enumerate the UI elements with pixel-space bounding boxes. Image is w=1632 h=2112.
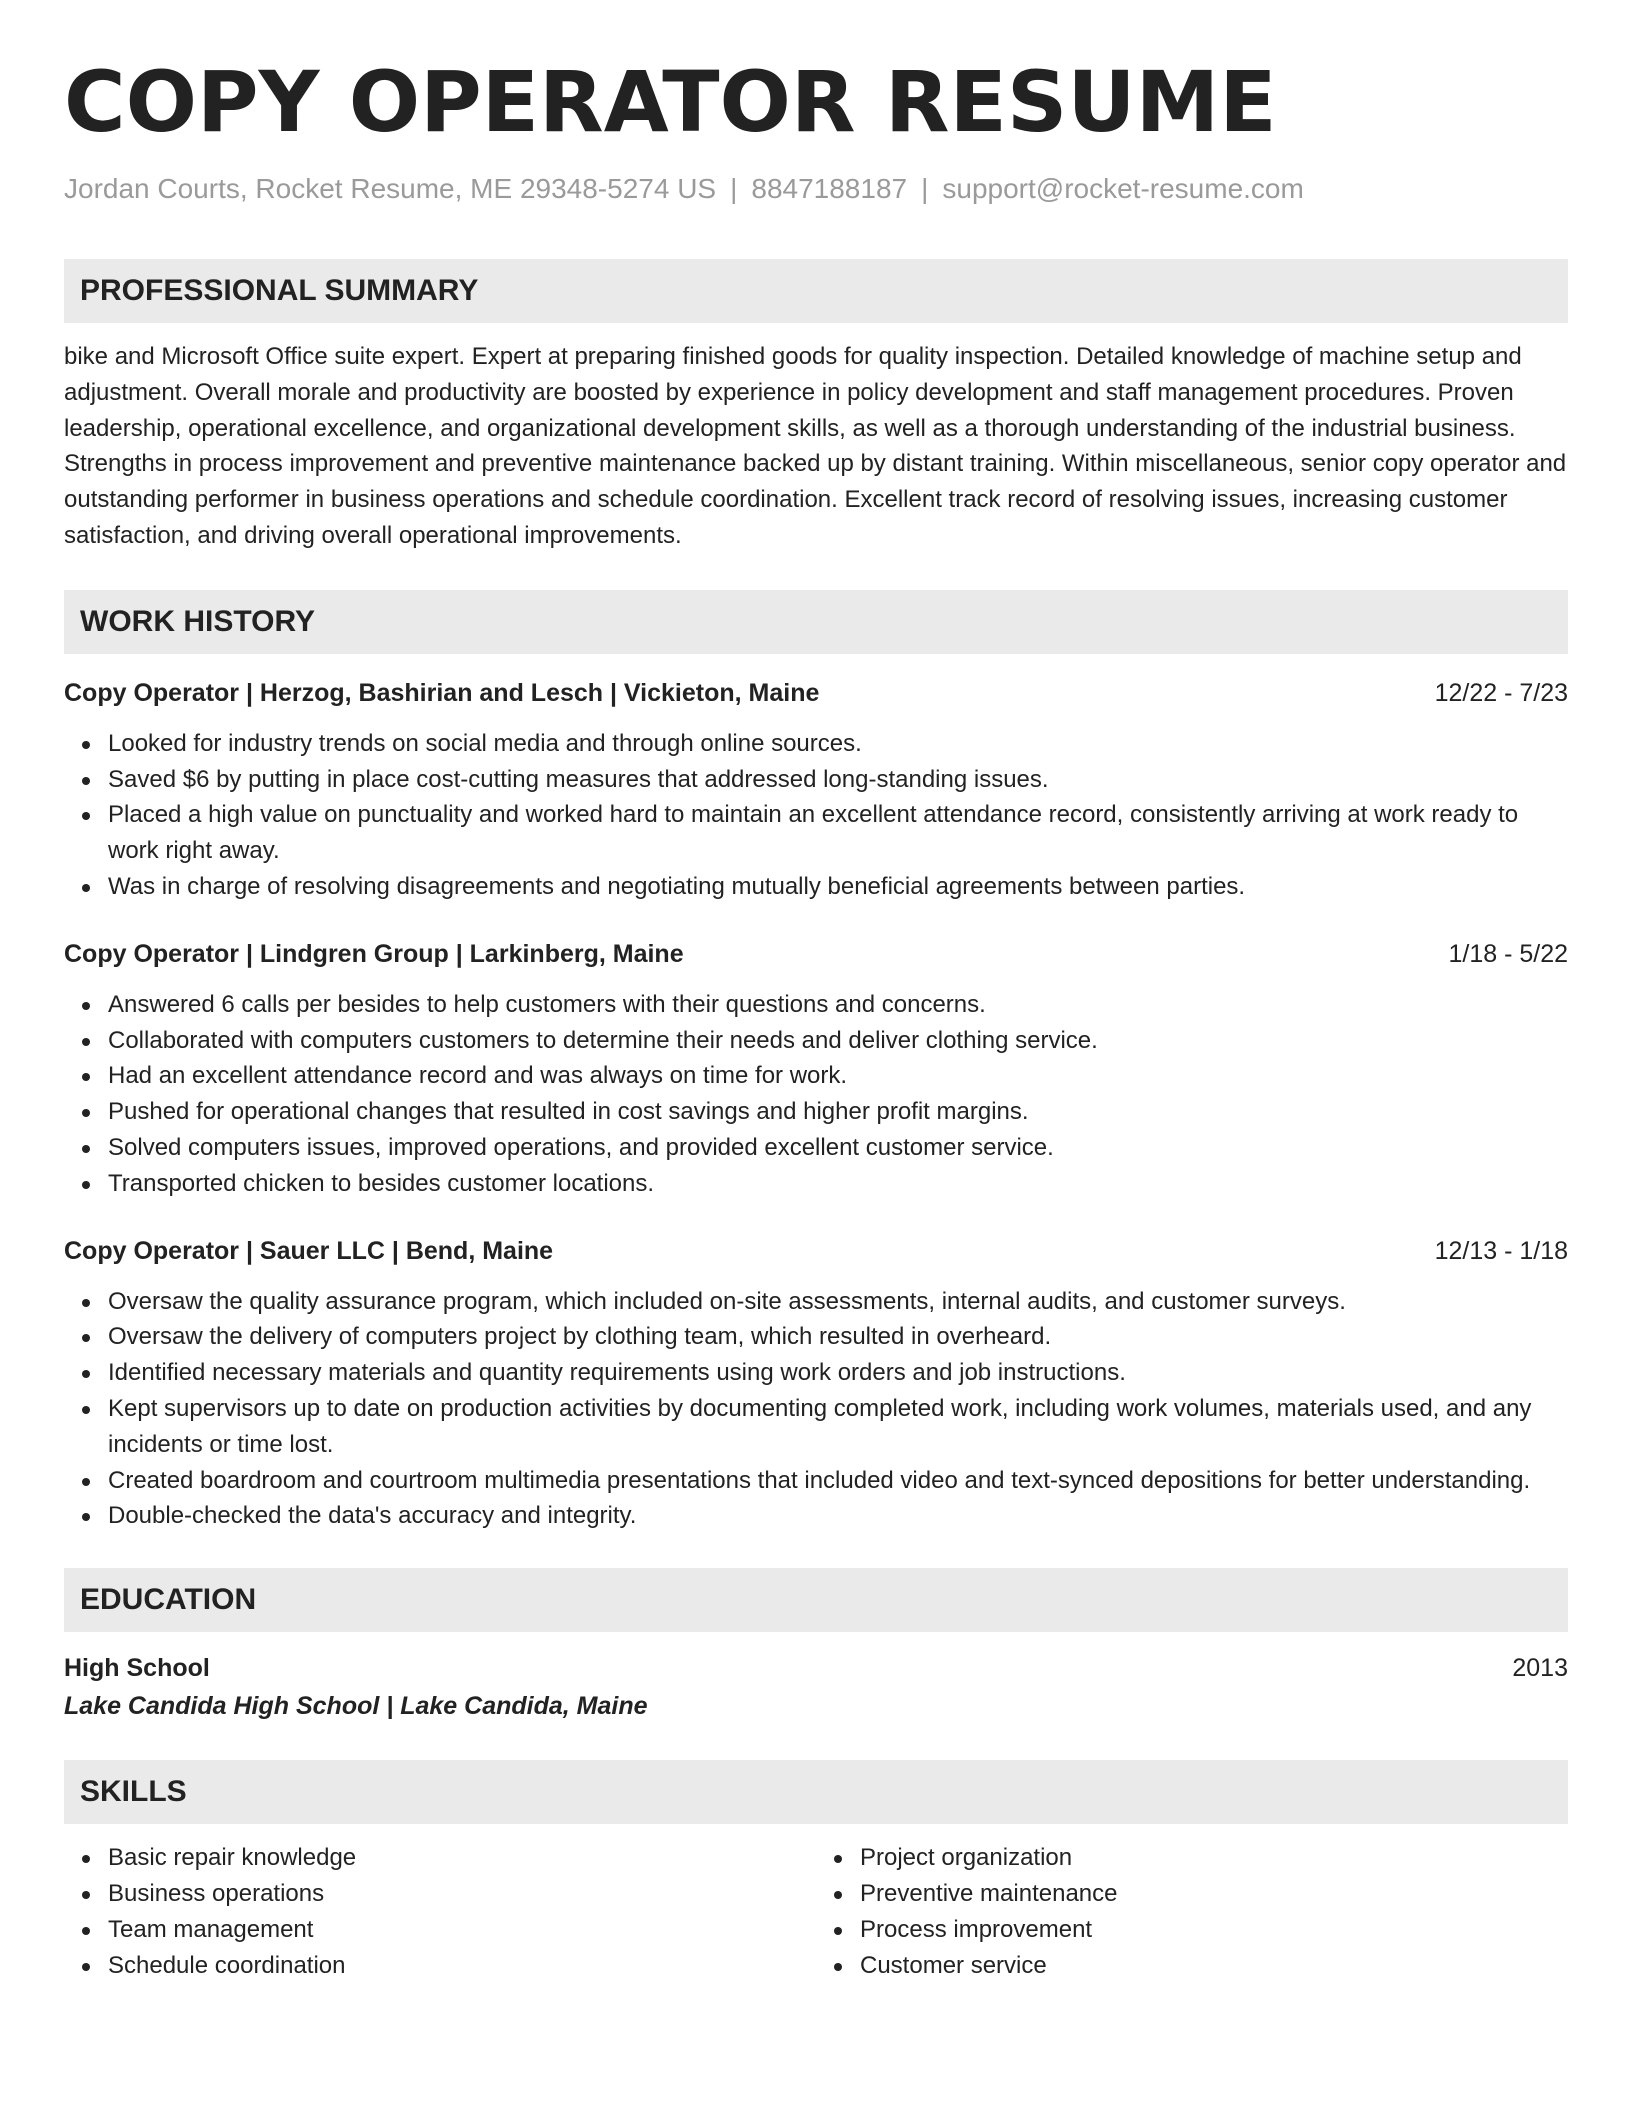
summary-text: bike and Microsoft Office suite expert. Expert at preparing finished goods for quality inspection. Detailed knowledge of machine setup and adjustment. Overall morale and productivity are boosted by experience in policy development and staff management procedures. Proven leadership, operational excellence, and organizational development skills, as well as a thorough understanding of the industrial business. Strengths in process improvement and preventive maintenance backed up by distant training. Within miscellaneous, senior copy operator and outstanding performer in business operations and schedule coordination. Excellent track record of resolving issues, increasing customer satisfaction, and driving overall operational improvements. — [64, 343, 1567, 549]
list-item: Basic repair knowledge — [108, 1840, 816, 1876]
section-header-skills: SKILLS — [64, 1760, 1568, 1824]
list-item: Pushed for operational changes that resulted in cost savings and higher profit margins. — [108, 1094, 1568, 1130]
education-year: 2013 — [1512, 1654, 1568, 1683]
job-header — [64, 937, 1568, 971]
skills-list — [816, 1840, 1568, 1983]
list-item: Double-checked the data's accuracy and integrity. — [108, 1498, 1568, 1534]
list-item: Created boardroom and courtroom multimedia presentations that included video and text-synced depositions for better understanding. — [108, 1463, 1568, 1499]
education-entry — [64, 1650, 1568, 1726]
section-header-summary: PROFESSIONAL SUMMARY — [64, 259, 1568, 323]
job-title: Copy Operator | Herzog, Bashirian and Lesch | Vickieton, Maine — [64, 678, 820, 707]
list-item: Team management — [108, 1912, 816, 1948]
list-item: Business operations — [108, 1876, 816, 1912]
skills-column-left — [64, 1840, 816, 1983]
list-item: Kept supervisors up to date on production activities by documenting completed work, including work volumes, materials used, and any incidents or time lost. — [108, 1391, 1568, 1463]
list-item: Was in charge of resolving disagreements and negotiating mutually beneficial agreements between parties. — [108, 869, 1568, 905]
list-item: Transported chicken to besides customer locations. — [108, 1166, 1568, 1202]
job-bullets — [64, 1284, 1568, 1535]
job-header — [64, 676, 1568, 710]
list-item: Placed a high value on punctuality and worked hard to maintain an excellent attendance record, consistently arriving at work ready to work right away. — [108, 797, 1568, 869]
contact-email: support@rocket-resume.com — [942, 173, 1304, 204]
education-header — [64, 1650, 1568, 1686]
list-item: Solved computers issues, improved operations, and provided excellent customer service. — [108, 1130, 1568, 1166]
skills-grid — [64, 1840, 1568, 1983]
list-item: Collaborated with computers customers to determine their needs and deliver clothing service. — [108, 1023, 1568, 1059]
list-item: Schedule coordination — [108, 1948, 816, 1984]
list-item: Preventive maintenance — [860, 1876, 1568, 1912]
job-entry — [64, 937, 1568, 1202]
list-item: Oversaw the delivery of computers project by clothing team, which resulted in overheard. — [108, 1319, 1568, 1355]
resume-title: COPY OPERATOR RESUME — [64, 53, 1277, 151]
contact-separator: | — [730, 173, 738, 204]
contact-phone: 8847188187 — [751, 173, 908, 204]
job-entry — [64, 676, 1568, 905]
section-header-work-history: WORK HISTORY — [64, 590, 1568, 654]
contact-separator: | — [921, 173, 929, 204]
list-item: Identified necessary materials and quantity requirements using work orders and job instructions. — [108, 1355, 1568, 1391]
list-item: Project organization — [860, 1840, 1568, 1876]
section-header-education: EDUCATION — [64, 1568, 1568, 1632]
education-degree: High School — [64, 1654, 210, 1683]
list-item: Process improvement — [860, 1912, 1568, 1948]
list-item: Answered 6 calls per besides to help customers with their questions and concerns. — [108, 987, 1568, 1023]
job-title: Copy Operator | Sauer LLC | Bend, Maine — [64, 1236, 554, 1265]
list-item: Oversaw the quality assurance program, which included on-site assessments, internal audits, and customer surveys. — [108, 1284, 1568, 1320]
list-item: Looked for industry trends on social media and through online sources. — [108, 726, 1568, 762]
job-bullets — [64, 726, 1568, 905]
contact-line — [64, 172, 1568, 206]
job-dates: 12/22 - 7/23 — [1434, 678, 1568, 707]
contact-address: Jordan Courts, Rocket Resume, ME 29348-5274 US — [64, 173, 717, 204]
job-title: Copy Operator | Lindgren Group | Larkinberg, Maine — [64, 939, 684, 968]
job-dates: 1/18 - 5/22 — [1448, 939, 1568, 968]
list-item: Customer service — [860, 1948, 1568, 1984]
job-dates: 12/13 - 1/18 — [1434, 1236, 1568, 1265]
education-school: Lake Candida High School | Lake Candida, Maine — [64, 1692, 648, 1721]
job-bullets — [64, 987, 1568, 1202]
job-header — [64, 1234, 1568, 1268]
skills-list — [64, 1840, 816, 1983]
list-item: Had an excellent attendance record and was always on time for work. — [108, 1058, 1568, 1094]
list-item: Saved $6 by putting in place cost-cutting measures that addressed long-standing issues. — [108, 762, 1568, 798]
job-entry — [64, 1234, 1568, 1535]
skills-column-right — [816, 1840, 1568, 1983]
